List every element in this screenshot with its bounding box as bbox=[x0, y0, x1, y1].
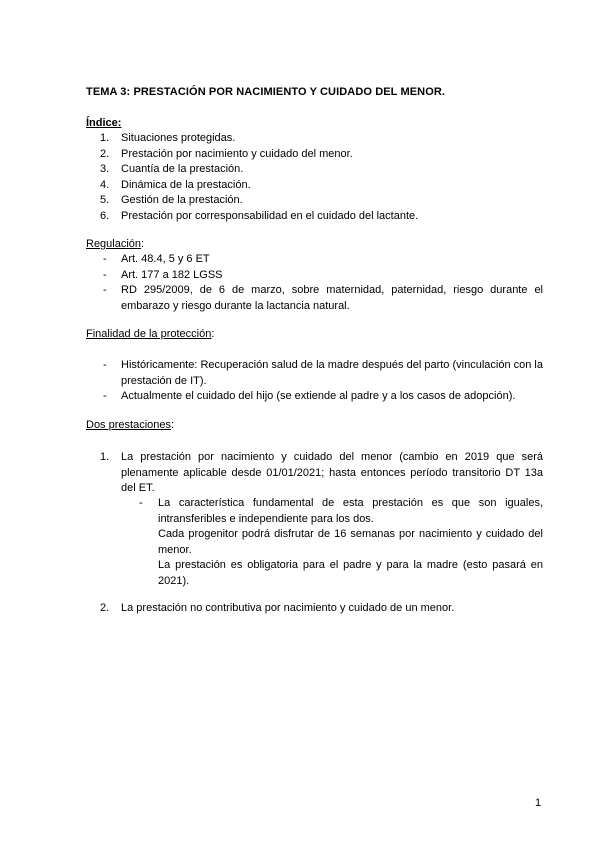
purpose-list bbox=[100, 358, 543, 405]
purpose-item: - Históricamente: Recuperación salud de la madre después del parto (vinculación con la prestación de IT). bbox=[103, 359, 543, 387]
benefit-subparagraph: La prestación es obligatoria para el padre y para la madre (esto pasará en 2021). bbox=[158, 559, 543, 587]
purpose-item: - Actualmente el cuidado del hijo (se extiende al padre y a los casos de adopción). bbox=[103, 390, 516, 402]
regulation-item: - Art. 177 a 182 LGSS bbox=[103, 268, 223, 281]
page-number: 1 bbox=[535, 797, 542, 809]
index-item: 5. Gestión de la prestación. bbox=[100, 194, 243, 206]
index-item: 4. Dinámica de la prestación. bbox=[100, 178, 251, 191]
purpose-heading: Finalidad de la protección: bbox=[86, 328, 215, 340]
regulation-list bbox=[100, 252, 543, 314]
benefit-item-2: 2. La prestación no contributiva por nacimiento y cuidado de un menor. bbox=[100, 602, 455, 614]
index-item: 2. Prestación por nacimiento y cuidado del menor. bbox=[100, 147, 353, 160]
regulation-heading: Regulación: bbox=[86, 238, 145, 250]
index-heading: Índice: bbox=[86, 117, 122, 129]
benefit-sublist: - La característica fundamental de esta prestación es que son iguales, intransferibles e independiente para los dos. Cada progenitor podrá disfrutar de 16 semanas por nacimiento y cuidado del menor. La prestación es obligatoria para el padre y para la madre (esto pasará en 2021). bbox=[158, 496, 543, 589]
regulation-item: - Art. 48.4, 5 y 6 ET bbox=[103, 253, 210, 265]
two-benefits-heading: Dos prestaciones: bbox=[86, 419, 175, 431]
index-list bbox=[100, 131, 418, 224]
benefit-subparagraph: La característica fundamental de esta prestación es que son iguales, intransferibles e independiente para los dos. bbox=[158, 497, 543, 525]
index-item: 6. Prestación por corresponsabilidad en el cuidado del lactante. bbox=[100, 209, 419, 222]
benefit-subparagraph: Cada progenitor podrá disfrutar de 16 semanas por nacimiento y cuidado del menor. bbox=[158, 528, 543, 556]
benefit-item-1: 1. La prestación por nacimiento y cuidado del menor (cambio en 2019 que será plenamente aplicable desde 01/01/2021; hasta entonces período transitorio DT 13a del ET. bbox=[100, 451, 543, 494]
index-item: 1. Situaciones protegidas. bbox=[100, 132, 236, 144]
index-item: 3. Cuantía de la prestación. bbox=[100, 163, 244, 175]
document-title: TEMA 3: PRESTACIÓN POR NACIMIENTO Y CUIDADO DEL MENOR. bbox=[86, 86, 446, 98]
regulation-item: - RD 295/2009, de 6 de marzo, sobre maternidad, paternidad, riesgo durante el embarazo y riesgo durante la lactancia natural. bbox=[103, 284, 543, 312]
